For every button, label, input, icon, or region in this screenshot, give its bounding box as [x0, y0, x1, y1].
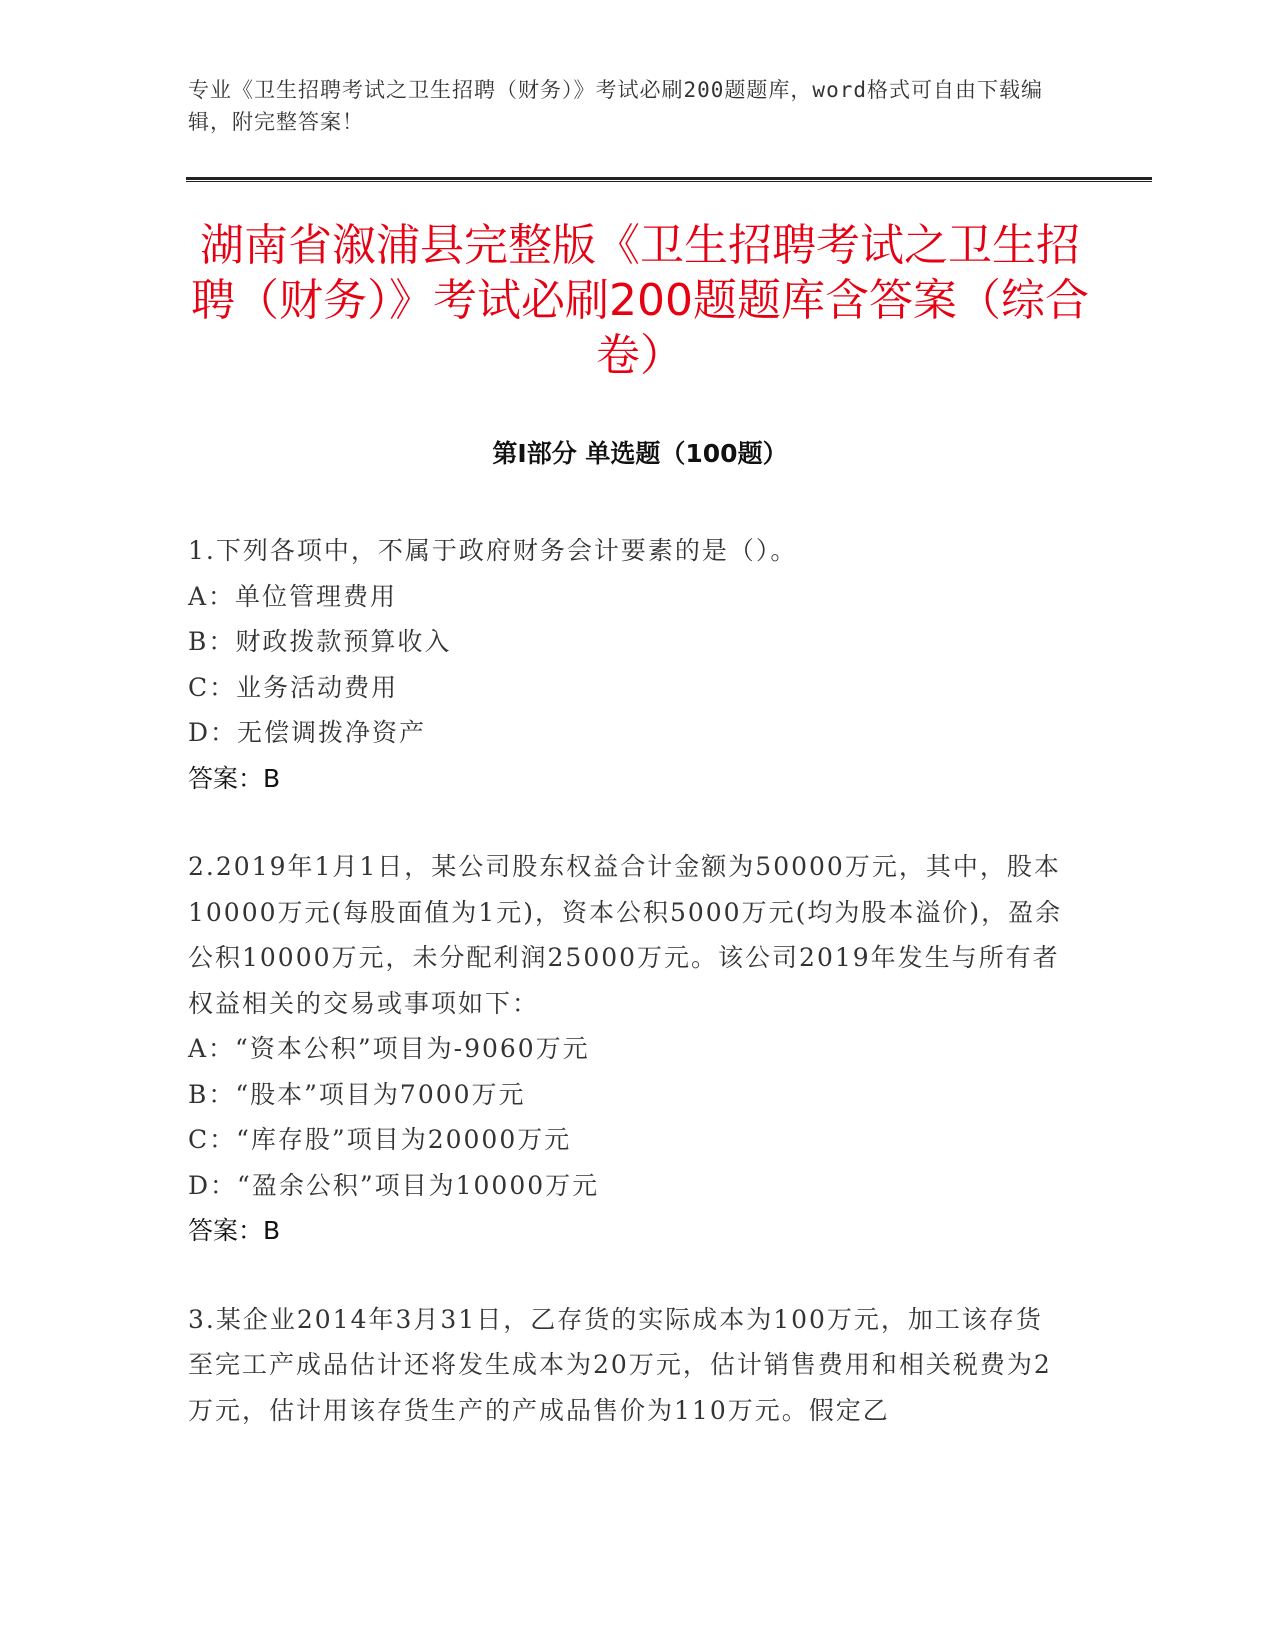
- option-a: A：单位管理费用: [188, 581, 398, 611]
- option-b: B：财政拨款预算收入: [188, 627, 452, 656]
- question-1: [188, 528, 1068, 801]
- question-3: [188, 1297, 1068, 1434]
- question-answer: 答案：B: [188, 763, 281, 793]
- question-list: [188, 528, 1068, 1476]
- document-title: 湖南省溆浦县完整版《卫生招聘考试之卫生招聘（财务）》考试必刷200题题库含答案（综合卷）: [191, 220, 1089, 381]
- header-note: 专业《卫生招聘考试之卫生招聘（财务）》考试必刷200题题库，word格式可自由下载编辑，附完整答案！: [188, 78, 1043, 134]
- option-d: D：无偿调拨净资产: [188, 718, 427, 747]
- question-answer: 答案：B: [188, 1216, 281, 1245]
- question-stem: 3.某企业2014年3月31日，乙存货的实际成本为100万元，加工该存货至完工产成品估计还将发生成本为20万元，估计销售费用和相关税费为2万元，估计用该存货生产的产成品售价为110万元。假定乙: [188, 1304, 1052, 1425]
- question-2: [188, 844, 1068, 1254]
- option-b: B：“股本”项目为7000万元: [188, 1079, 526, 1109]
- option-d: D：“盈余公积”项目为10000万元: [188, 1170, 600, 1200]
- option-c: C：“库存股”项目为20000万元: [188, 1125, 572, 1154]
- option-c: C：业务活动费用: [188, 672, 399, 702]
- option-a: A：“资本公积”项目为-9060万元: [188, 1034, 590, 1063]
- section-title: 第Ⅰ部分 单选题（100题）: [492, 439, 788, 468]
- question-stem: 2.2019年1月1日，某公司股东权益合计金额为50000万元，其中，股本10000万元(每股面值为1元)，资本公积5000万元(均为股本溢价)，盈余公积10000万元，未分配利润25000万元。该公司2019年发生与所有者权益相关的交易或事项如下：: [188, 852, 1063, 1018]
- question-stem: 1.下列各项中，不属于政府财务会计要素的是（）。: [188, 536, 798, 565]
- header-divider: [186, 177, 1152, 182]
